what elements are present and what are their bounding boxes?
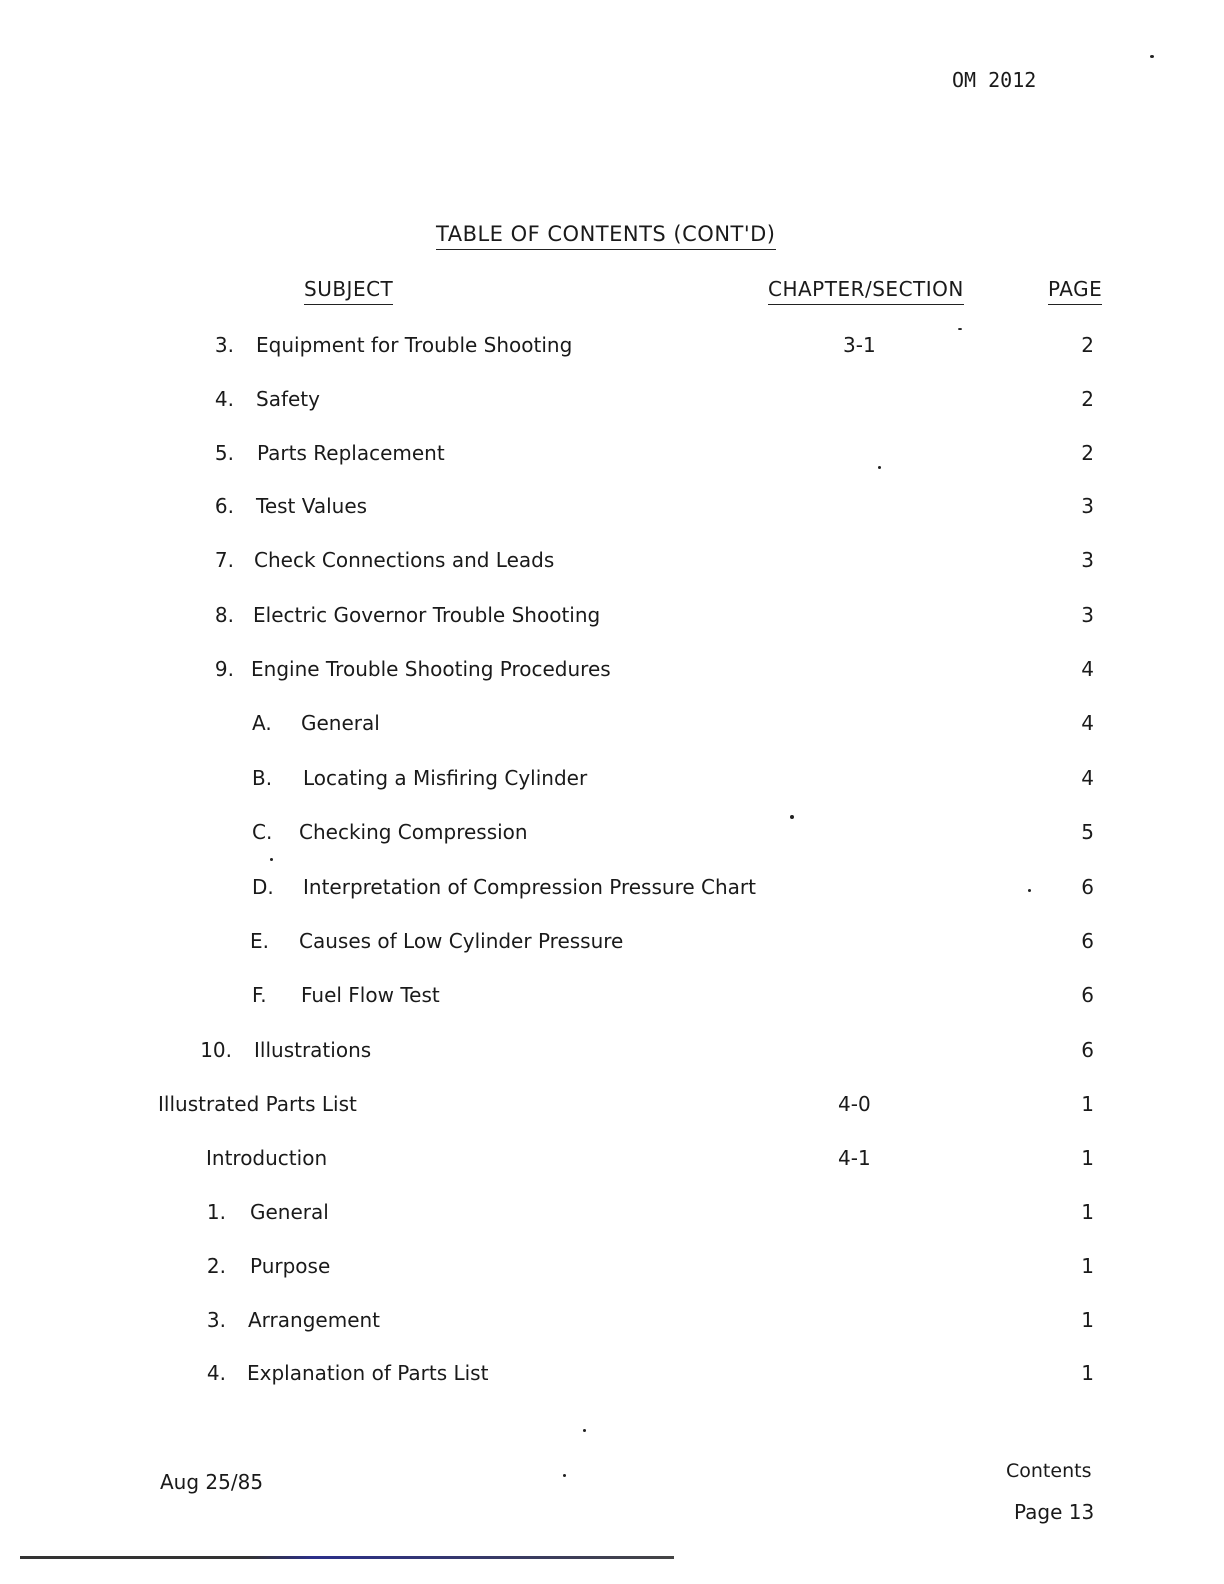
toc-row-subject: Parts Replacement bbox=[257, 441, 445, 465]
toc-row bbox=[0, 603, 1224, 633]
toc-row-page: 5 bbox=[1081, 820, 1094, 844]
scan-speck bbox=[958, 328, 962, 330]
toc-row-page: 3 bbox=[1081, 494, 1094, 518]
toc-row-letter: E. bbox=[250, 929, 269, 953]
toc-row-subject: Fuel Flow Test bbox=[301, 983, 440, 1007]
toc-row-page: 4 bbox=[1081, 766, 1094, 790]
toc-row-number: 2. bbox=[206, 1254, 226, 1278]
toc-row-page: 6 bbox=[1081, 875, 1094, 899]
toc-row-chapter: 3-1 bbox=[843, 333, 876, 357]
toc-row-page: 1 bbox=[1081, 1146, 1094, 1170]
footer-section-label: Contents bbox=[1006, 1460, 1092, 1482]
toc-row bbox=[0, 548, 1224, 578]
scan-speck bbox=[583, 1429, 586, 1432]
toc-row bbox=[0, 766, 1224, 796]
toc-row-page: 4 bbox=[1081, 711, 1094, 735]
scan-speck bbox=[878, 466, 881, 469]
toc-row-subject: Causes of Low Cylinder Pressure bbox=[299, 929, 624, 953]
footer-page-label: Page 13 bbox=[1014, 1500, 1095, 1524]
toc-row-subject: General bbox=[301, 711, 380, 735]
toc-row bbox=[0, 441, 1224, 471]
toc-row-letter: D. bbox=[252, 875, 274, 899]
scan-speck bbox=[270, 858, 273, 861]
toc-row bbox=[0, 1308, 1224, 1338]
toc-row-letter: A. bbox=[252, 711, 272, 735]
toc-row-number: 4. bbox=[214, 387, 234, 411]
toc-row-subject: Locating a Misfiring Cylinder bbox=[303, 766, 588, 790]
toc-row-subject: Illustrated Parts List bbox=[158, 1092, 357, 1116]
toc-row-page: 1 bbox=[1081, 1092, 1094, 1116]
scan-speck bbox=[1150, 55, 1154, 58]
toc-row-letter: C. bbox=[252, 820, 273, 844]
column-header-chapter-section: CHAPTER/SECTION bbox=[768, 277, 964, 305]
toc-row bbox=[0, 1146, 1224, 1176]
column-header-subject: SUBJECT bbox=[304, 277, 393, 305]
toc-row-subject: Arrangement bbox=[248, 1308, 381, 1332]
toc-row bbox=[0, 875, 1224, 905]
toc-row-chapter: 4-0 bbox=[838, 1092, 871, 1116]
toc-row-page: 2 bbox=[1081, 387, 1094, 411]
toc-row bbox=[0, 1092, 1224, 1122]
toc-row-page: 1 bbox=[1081, 1361, 1094, 1385]
toc-row bbox=[0, 820, 1224, 850]
toc-row-number: 6. bbox=[214, 494, 234, 518]
toc-row-page: 6 bbox=[1081, 929, 1094, 953]
footer-date: Aug 25/85 bbox=[160, 1470, 264, 1494]
toc-row-number: 8. bbox=[214, 603, 234, 627]
toc-row-subject: Safety bbox=[256, 387, 320, 411]
toc-row bbox=[0, 657, 1224, 687]
toc-row-subject: Illustrations bbox=[254, 1038, 372, 1062]
toc-row-page: 6 bbox=[1081, 1038, 1094, 1062]
toc-row-subject: Check Connections and Leads bbox=[254, 548, 555, 572]
toc-row bbox=[0, 1038, 1224, 1068]
toc-row-subject: Introduction bbox=[206, 1146, 328, 1170]
toc-row-number: 4. bbox=[206, 1361, 226, 1385]
toc-row-subject: Engine Trouble Shooting Procedures bbox=[251, 657, 611, 681]
scan-speck bbox=[563, 1474, 566, 1477]
scan-speck bbox=[790, 815, 794, 819]
toc-row-letter: B. bbox=[252, 766, 273, 790]
toc-row-page: 4 bbox=[1081, 657, 1094, 681]
toc-row bbox=[0, 1361, 1224, 1391]
toc-row bbox=[0, 333, 1224, 363]
toc-row-page: 3 bbox=[1081, 548, 1094, 572]
toc-row-page: 1 bbox=[1081, 1308, 1094, 1332]
toc-row-number: 3. bbox=[214, 333, 234, 357]
toc-row-subject: Explanation of Parts List bbox=[247, 1361, 489, 1385]
toc-row-page: 2 bbox=[1081, 441, 1094, 465]
toc-row bbox=[0, 929, 1224, 959]
toc-row bbox=[0, 1200, 1224, 1230]
toc-row-subject: Interpretation of Compression Pressure Chart bbox=[303, 875, 756, 899]
toc-row bbox=[0, 1254, 1224, 1284]
document-id: OM 2012 bbox=[952, 68, 1037, 92]
toc-title: TABLE OF CONTENTS (CONT'D) bbox=[436, 222, 776, 250]
toc-row-page: 2 bbox=[1081, 333, 1094, 357]
toc-row-subject: Purpose bbox=[250, 1254, 331, 1278]
toc-row-number: 5. bbox=[214, 441, 234, 465]
column-header-page: PAGE bbox=[1048, 277, 1102, 305]
toc-row-subject: Checking Compression bbox=[299, 820, 528, 844]
toc-row-number: 9. bbox=[214, 657, 234, 681]
toc-row-number: 3. bbox=[206, 1308, 226, 1332]
toc-row-page: 3 bbox=[1081, 603, 1094, 627]
toc-row bbox=[0, 983, 1224, 1013]
toc-row-page: 1 bbox=[1081, 1254, 1094, 1278]
toc-row-subject: Electric Governor Trouble Shooting bbox=[253, 603, 601, 627]
bottom-rule bbox=[20, 1556, 674, 1559]
toc-row-subject: General bbox=[250, 1200, 329, 1224]
toc-row bbox=[0, 494, 1224, 524]
toc-row-subject: Test Values bbox=[256, 494, 368, 518]
scan-speck bbox=[1028, 889, 1031, 892]
toc-row-number: 1. bbox=[206, 1200, 226, 1224]
toc-row-letter: F. bbox=[252, 983, 267, 1007]
toc-row-chapter: 4-1 bbox=[838, 1146, 871, 1170]
toc-row-page: 6 bbox=[1081, 983, 1094, 1007]
toc-row-subject: Equipment for Trouble Shooting bbox=[256, 333, 573, 357]
toc-row-page: 1 bbox=[1081, 1200, 1094, 1224]
toc-row-number: 7. bbox=[214, 548, 234, 572]
toc-row bbox=[0, 711, 1224, 741]
toc-row-number: 10. bbox=[200, 1038, 232, 1062]
toc-row bbox=[0, 387, 1224, 417]
